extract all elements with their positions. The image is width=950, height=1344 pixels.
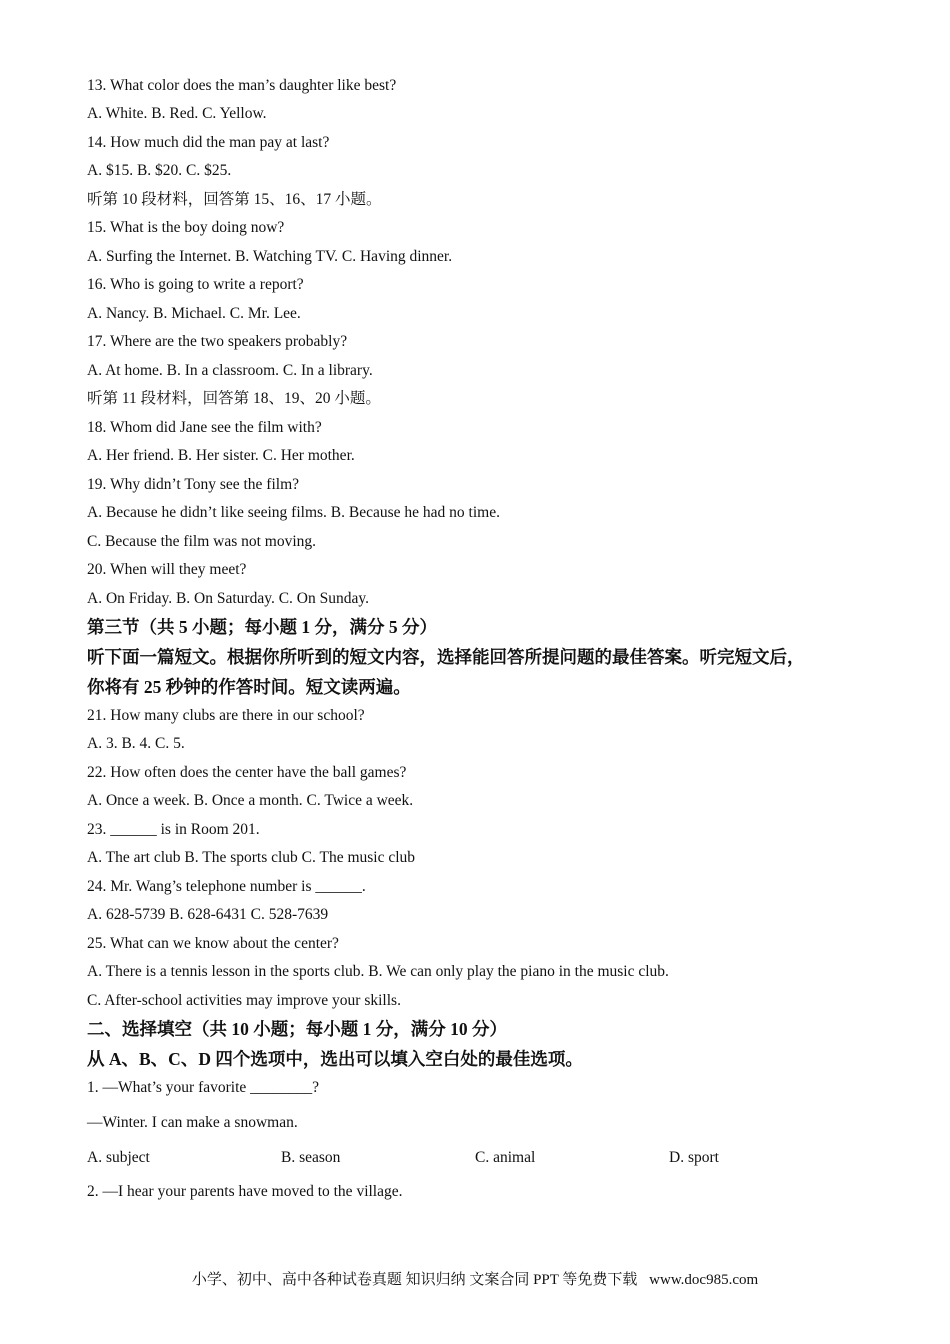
question-line: 18. Whom did Jane see the film with? [87, 419, 322, 436]
question-line: 20. When will they meet? [87, 561, 247, 578]
question-line: 21. How many clubs are there in our school? [87, 707, 365, 724]
question-line: —Winter. I can make a snowman. [87, 1114, 298, 1131]
question-line: 24. Mr. Wang’s telephone number is ______. [87, 878, 366, 895]
options-line: A. On Friday. B. On Saturday. C. On Sunday. [87, 590, 369, 607]
question-line: 14. How much did the man pay at last? [87, 134, 330, 151]
instruction-line: 听第 10 段材料，回答第 15、16、17 小题。 [87, 191, 382, 208]
question-line: 13. What color does the man’s daughter like best? [87, 77, 397, 94]
question-line: 17. Where are the two speakers probably? [87, 333, 348, 350]
options-line: A. 3. B. 4. C. 5. [87, 735, 185, 752]
choice-c: C. animal [475, 1149, 536, 1166]
question-2-line: 2. —I hear your parents have moved to the village. [87, 1183, 403, 1200]
options-line: A. Because he didn’t like seeing films. B. Because he had no time. [87, 504, 500, 521]
options-line: A. Nancy. B. Michael. C. Mr. Lee. [87, 305, 301, 322]
options-line: A. The art club B. The sports club C. The music club [87, 849, 416, 866]
options-line: A. There is a tennis lesson in the sports club. B. We can only play the piano in the music club. [87, 963, 669, 980]
heading-line: 二、选择填空（共 10 小题；每小题 1 分，满分 10 分） [87, 1019, 507, 1039]
question-line: 15. What is the boy doing now? [87, 219, 285, 236]
heading-line: 第三节（共 5 小题；每小题 1 分，满分 5 分） [87, 617, 437, 637]
choice-b: B. season [281, 1149, 341, 1166]
options-line: A. Surfing the Internet. B. Watching TV. C. Having dinner. [87, 248, 453, 265]
question-line: 1. —What’s your favorite ________? [87, 1079, 320, 1096]
options-line: A. Her friend. B. Her sister. C. Her mother. [87, 447, 355, 464]
options-line: A. At home. B. In a classroom. C. In a library. [87, 362, 373, 379]
heading-line: 你将有 25 秒钟的作答时间。短文读两遍。 [87, 677, 411, 697]
options-line: C. Because the film was not moving. [87, 533, 317, 550]
heading-line: 听下面一篇短文。根据你所听到的短文内容，选择能回答所提问题的最佳答案。听完短文后， [87, 647, 805, 667]
choice-a: A. subject [87, 1149, 150, 1166]
instruction-line: 听第 11 段材料，回答第 18、19、20 小题。 [87, 390, 381, 407]
heading-line: 从 A、B、C、D 四个选项中，选出可以填入空白处的最佳选项。 [87, 1049, 583, 1069]
options-line: A. 628-5739 B. 628-6431 C. 528-7639 [87, 906, 329, 923]
options-line: A. White. B. Red. C. Yellow. [87, 105, 267, 122]
question-line: 22. How often does the center have the ball games? [87, 764, 407, 781]
page-footer [0, 1270, 950, 1290]
footer-text: 小学、初中、高中各种试卷真题 知识归纳 文案合同 PPT 等免费下载 [191, 1272, 638, 1288]
question-line: 19. Why didn’t Tony see the film? [87, 476, 300, 493]
question-line: 25. What can we know about the center? [87, 935, 339, 952]
options-line: A. Once a week. B. Once a month. C. Twice a week. [87, 792, 414, 809]
options-line: C. After-school activities may improve your skills. [87, 992, 401, 1009]
footer-url: www.doc985.com [649, 1272, 759, 1288]
options-line: A. $15. B. $20. C. $25. [87, 162, 232, 179]
question-line: 23. ______ is in Room 201. [87, 821, 260, 838]
question-line: 16. Who is going to write a report? [87, 276, 304, 293]
choice-d: D. sport [669, 1149, 719, 1166]
